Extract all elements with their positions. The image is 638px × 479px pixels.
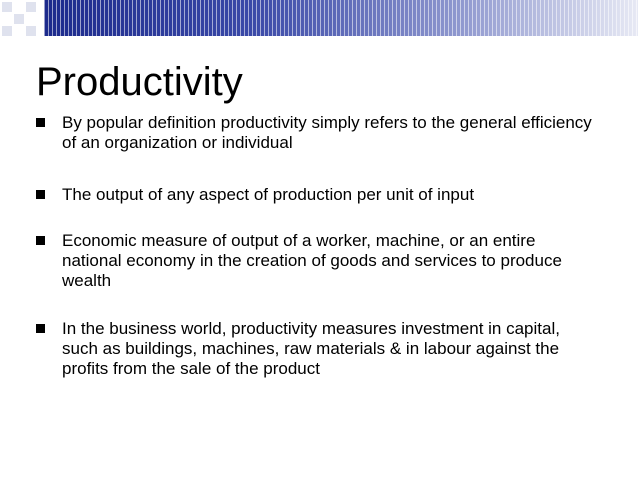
square-bullet-icon [36, 118, 45, 127]
bullet-text: Economic measure of output of a worker, machine, or an entire national economy in the creation of goods and services to produce wealth [62, 231, 562, 290]
bullet-item [36, 319, 596, 379]
slide-title: Productivity [36, 60, 243, 104]
bullet-text: By popular definition productivity simply refers to the general efficiency of an organization or individual [62, 113, 592, 152]
bullet-item [36, 231, 596, 291]
square-bullet-icon [36, 324, 45, 333]
bullet-text: In the business world, productivity measures investment in capital, such as buildings, machines, raw materials & in labour against the profits from the sale of the product [62, 319, 560, 378]
square-bullet-icon [36, 236, 45, 245]
bullet-item [36, 185, 596, 205]
header-stripe-decoration [44, 0, 638, 36]
header-squares-decoration [0, 0, 48, 36]
bullet-list [36, 113, 596, 411]
bullet-item [36, 113, 596, 153]
bullet-text: The output of any aspect of production per unit of input [62, 185, 475, 204]
square-bullet-icon [36, 190, 45, 199]
